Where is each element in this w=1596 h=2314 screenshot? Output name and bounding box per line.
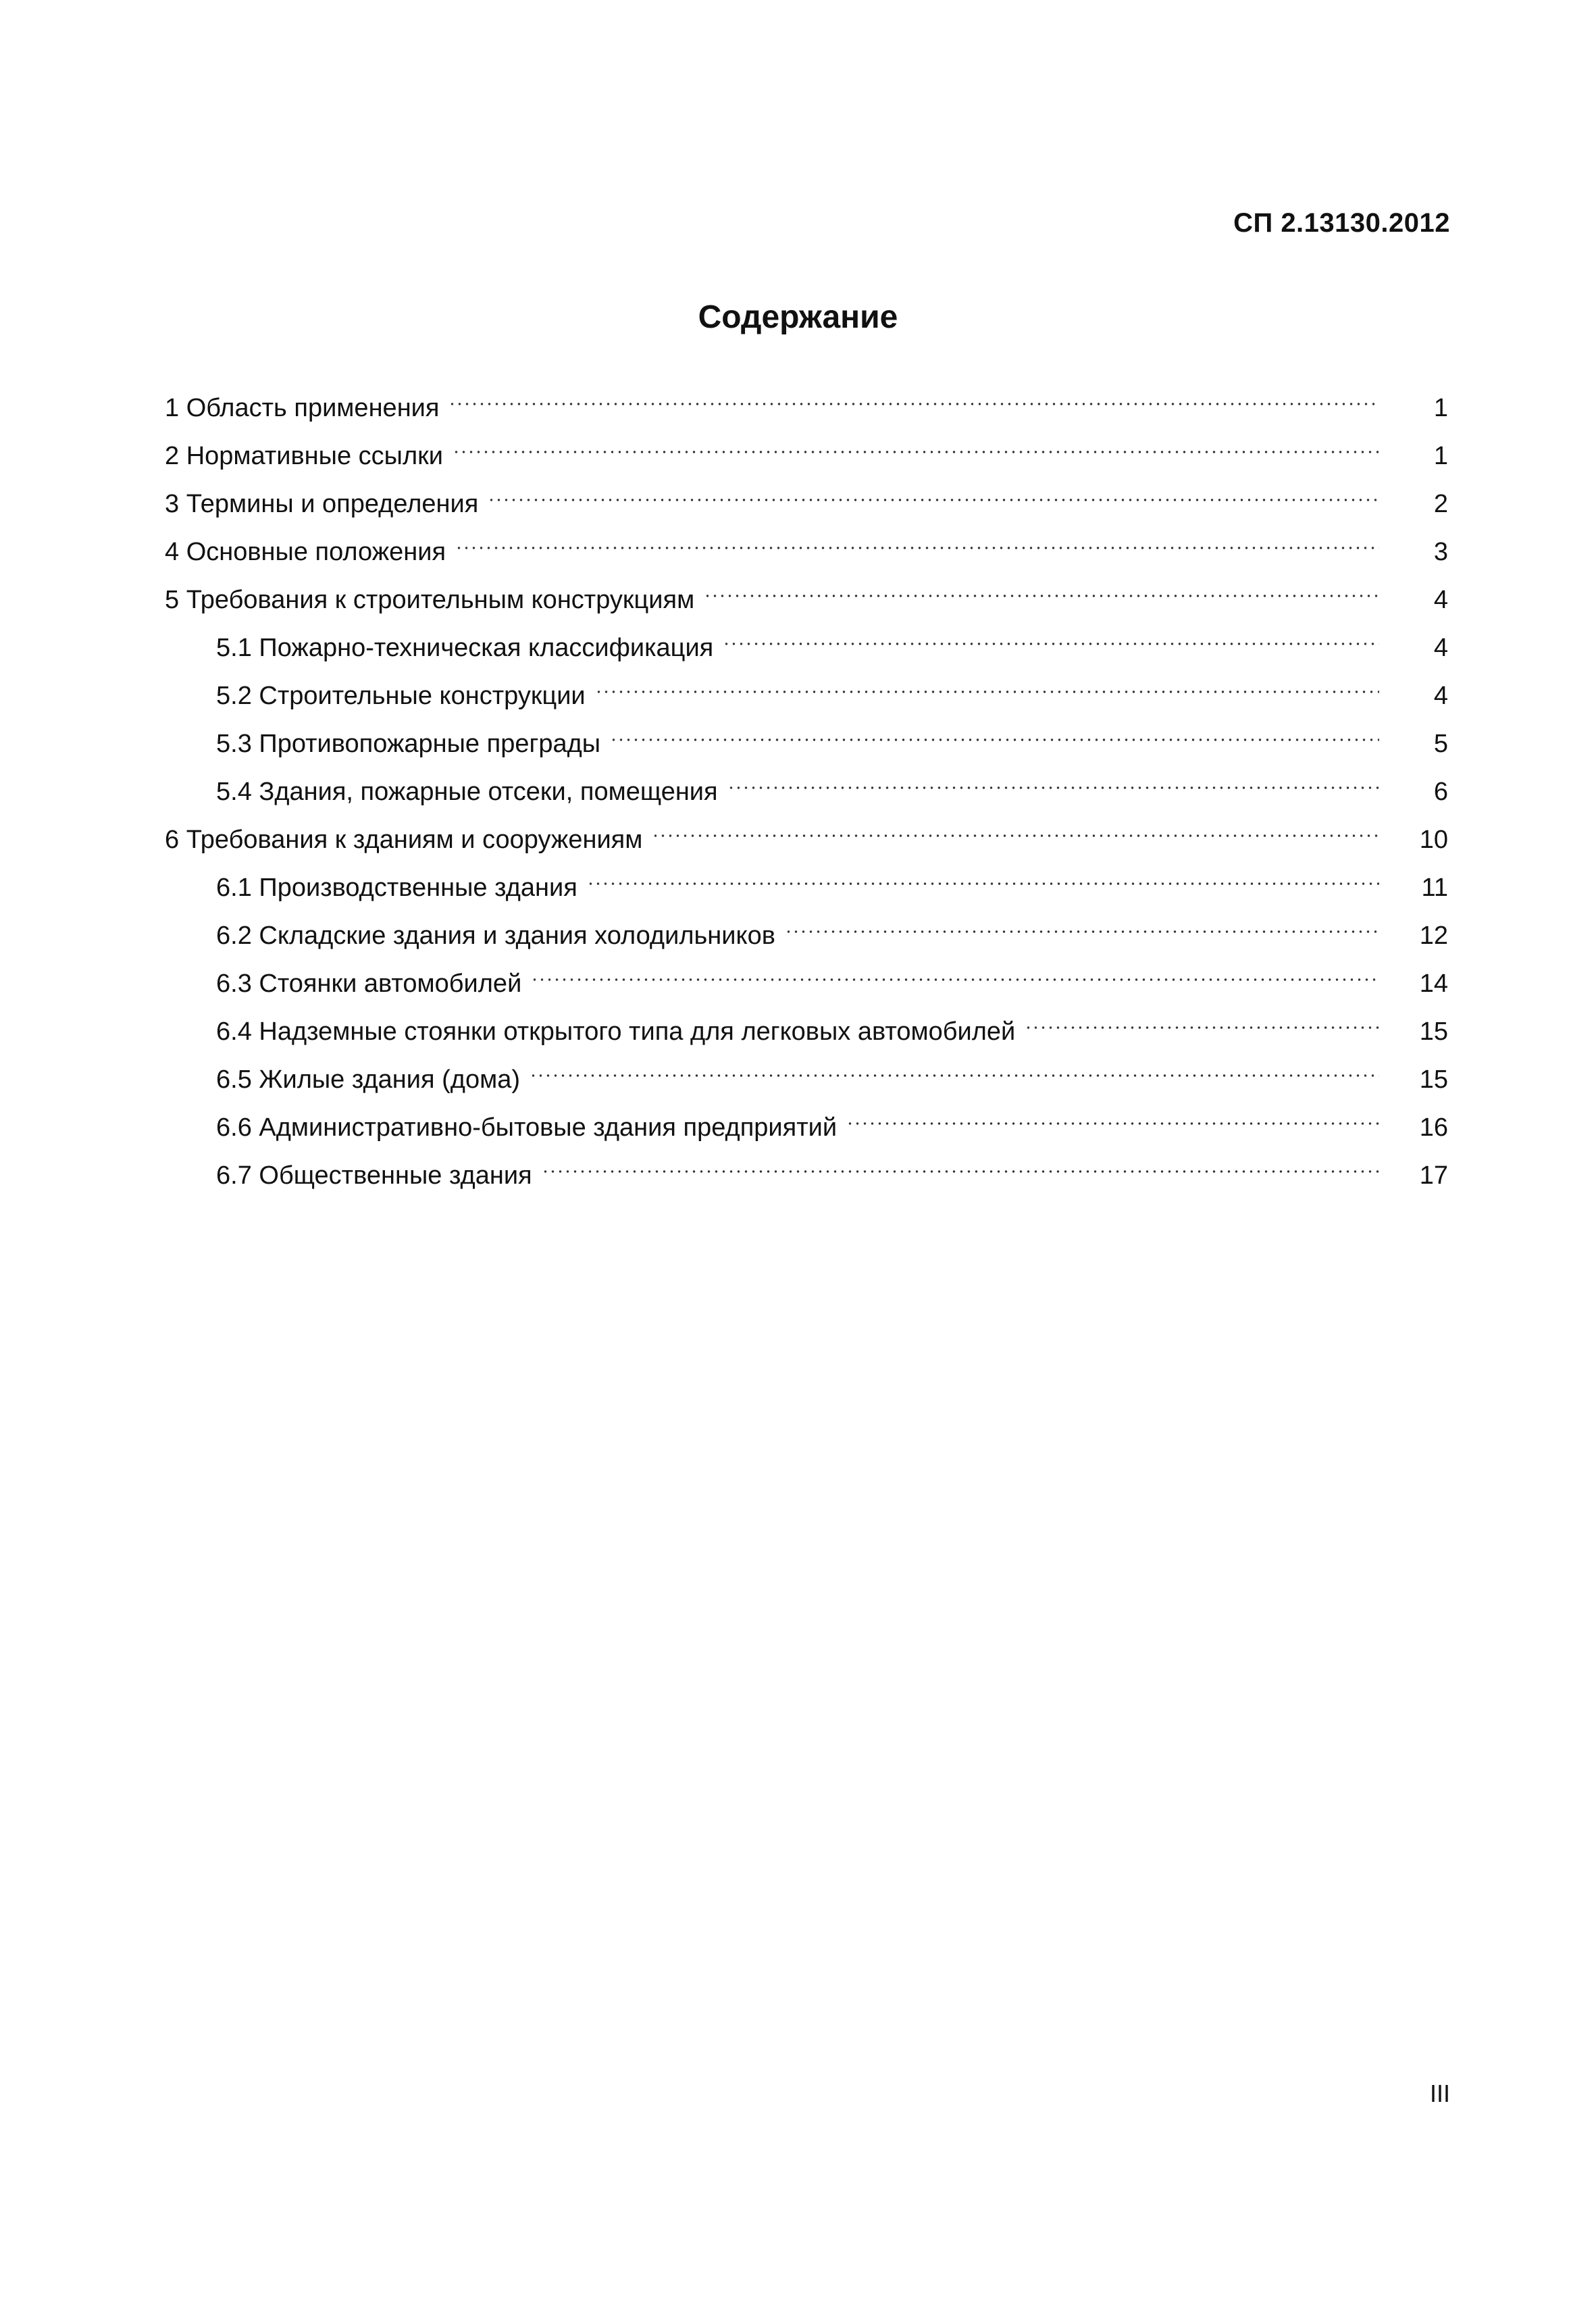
toc-entry-page: 10 bbox=[1419, 826, 1448, 854]
toc-dot-leader bbox=[846, 1111, 1379, 1136]
toc-entry-label: 6.2 Складские здания и здания холодильников bbox=[216, 922, 785, 951]
toc-entry-label: 6 Требования к зданиям и сооружениям bbox=[165, 826, 652, 855]
document-code: СП 2.13130.2012 bbox=[1233, 208, 1450, 238]
toc-entry-page: 1 bbox=[1433, 394, 1448, 422]
toc-entry[interactable] bbox=[165, 663, 1448, 711]
toc-dot-leader bbox=[530, 1063, 1379, 1088]
toc-entry-label: 4 Основные положения bbox=[165, 538, 455, 567]
toc-entry-label: 6.4 Надземные стоянки открытого типа для легковых автомобилей bbox=[216, 1017, 1025, 1047]
toc-entry-label: 5.2 Строительные конструкции bbox=[216, 682, 595, 711]
toc-entry[interactable] bbox=[165, 951, 1448, 999]
toc-entry[interactable] bbox=[165, 903, 1448, 951]
toc-dot-leader bbox=[595, 679, 1379, 705]
toc-entry-page: 2 bbox=[1433, 490, 1448, 518]
toc-entry-label: 5.4 Здания, пожарные отсеки, помещения bbox=[216, 778, 727, 807]
page-number: III bbox=[1429, 2080, 1450, 2107]
toc-entry-label: 6.6 Административно-бытовые здания предприятий bbox=[216, 1113, 846, 1142]
toc-entry[interactable] bbox=[165, 615, 1448, 663]
toc-entry[interactable] bbox=[165, 759, 1448, 807]
page-title: Содержание bbox=[698, 299, 898, 335]
toc-entry-label: 3 Термины и определения bbox=[165, 490, 488, 519]
toc-dot-leader bbox=[785, 919, 1379, 945]
toc-entry[interactable] bbox=[165, 1095, 1448, 1142]
toc-entry[interactable] bbox=[165, 519, 1448, 567]
toc-entry[interactable] bbox=[165, 375, 1448, 423]
toc-dot-leader bbox=[488, 487, 1379, 513]
toc-entry-page: 15 bbox=[1419, 1065, 1448, 1094]
toc-entry[interactable] bbox=[165, 1047, 1448, 1095]
toc-entry[interactable] bbox=[165, 1142, 1448, 1190]
toc-entry[interactable] bbox=[165, 711, 1448, 759]
toc-entry[interactable] bbox=[165, 471, 1448, 519]
toc-entry-page: 11 bbox=[1421, 874, 1448, 902]
toc-dot-leader bbox=[652, 823, 1379, 849]
toc-entry-page: 5 bbox=[1433, 730, 1448, 758]
toc-entry-label: 6.5 Жилые здания (дома) bbox=[216, 1065, 530, 1095]
toc-dot-leader bbox=[531, 967, 1379, 992]
toc-entry-label: 1 Область применения bbox=[165, 394, 448, 423]
toc-entry-label: 5 Требования к строительным конструкциям bbox=[165, 586, 704, 615]
toc-entry[interactable] bbox=[165, 999, 1448, 1047]
toc-entry[interactable] bbox=[165, 855, 1448, 903]
toc-entry-page: 4 bbox=[1433, 682, 1448, 710]
toc-dot-leader bbox=[453, 439, 1379, 465]
toc-entry[interactable] bbox=[165, 567, 1448, 615]
toc-entry-label: 5.1 Пожарно-техническая классификация bbox=[216, 634, 723, 663]
toc-dot-leader bbox=[610, 727, 1379, 753]
toc-entry-page: 12 bbox=[1419, 922, 1448, 950]
toc-entry-page: 1 bbox=[1433, 442, 1448, 470]
toc-entry-page: 6 bbox=[1433, 778, 1448, 806]
toc-entry-label: 6.7 Общественные здания bbox=[216, 1161, 542, 1190]
toc-entry-page: 16 bbox=[1419, 1113, 1448, 1142]
toc-entry[interactable] bbox=[165, 423, 1448, 471]
toc-dot-leader bbox=[587, 871, 1379, 897]
toc-dot-leader bbox=[727, 775, 1379, 801]
toc-entry-page: 17 bbox=[1419, 1161, 1448, 1190]
toc-entry-page: 15 bbox=[1419, 1017, 1448, 1046]
toc-dot-leader bbox=[448, 391, 1379, 417]
toc-entry-label: 6.3 Стоянки автомобилей bbox=[216, 970, 531, 999]
toc-entry-page: 14 bbox=[1419, 970, 1448, 998]
toc-dot-leader bbox=[723, 631, 1379, 657]
toc-dot-leader bbox=[455, 535, 1379, 561]
toc-dot-leader bbox=[1025, 1015, 1379, 1040]
toc-entry-page: 3 bbox=[1433, 538, 1448, 566]
toc-entry-label: 5.3 Противопожарные преграды bbox=[216, 730, 610, 759]
toc-entry-label: 6.1 Производственные здания bbox=[216, 874, 587, 903]
table-of-contents bbox=[165, 375, 1448, 1190]
toc-entry-page: 4 bbox=[1433, 634, 1448, 662]
toc-entry-page: 4 bbox=[1433, 586, 1448, 614]
toc-entry-label: 2 Нормативные ссылки bbox=[165, 442, 453, 471]
toc-dot-leader bbox=[704, 583, 1379, 609]
toc-dot-leader bbox=[542, 1159, 1379, 1184]
toc-entry[interactable] bbox=[165, 807, 1448, 855]
